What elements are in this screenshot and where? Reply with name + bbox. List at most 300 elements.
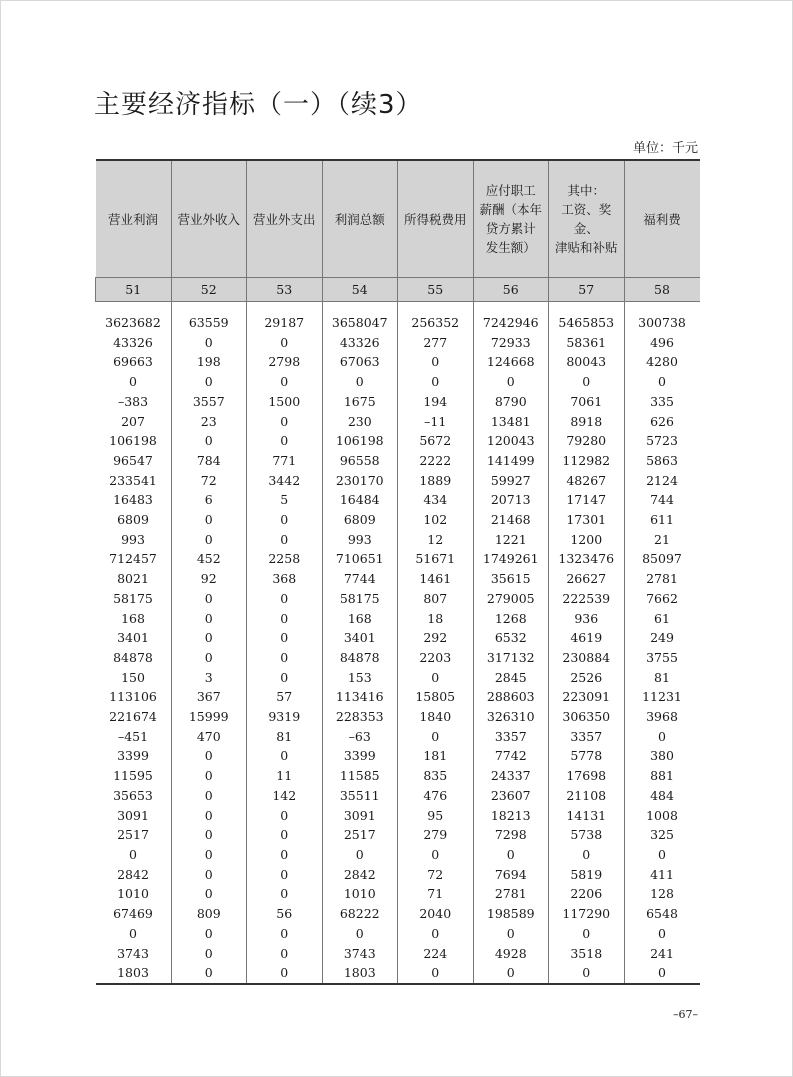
table-cell: 43326 — [322, 333, 398, 353]
table-cell: 72 — [171, 471, 247, 491]
column-number: 56 — [473, 278, 549, 302]
table-cell: 335 — [624, 392, 700, 412]
table-row — [96, 963, 700, 984]
table-cell: 0 — [398, 372, 474, 392]
table-cell: 3755 — [624, 648, 700, 668]
table-cell: 56 — [247, 904, 323, 924]
table-cell: 0 — [247, 963, 323, 984]
table-row — [96, 431, 700, 451]
table-cell: 96547 — [113, 452, 153, 468]
table-cell: 29187 — [247, 313, 323, 333]
table-cell: 256352 — [398, 313, 474, 333]
table-cell: 881 — [624, 766, 700, 786]
table-row — [96, 687, 700, 707]
table-cell: 223091 — [549, 687, 625, 707]
table-cell: 24337 — [473, 766, 549, 786]
table-cell: 0 — [171, 510, 247, 530]
table-row — [96, 609, 700, 629]
table-cell: 194 — [398, 392, 474, 412]
table-cell: 0 — [398, 845, 474, 865]
table-cell: 0 — [549, 963, 625, 984]
table-cell: 153 — [322, 668, 398, 688]
column-header: 营业外支出 — [247, 160, 323, 278]
table-cell: 0 — [171, 530, 247, 550]
table-cell: 16484 — [322, 490, 398, 510]
table-cell: 15805 — [398, 687, 474, 707]
table-cell: 0 — [247, 884, 323, 904]
table-cell: 1010 — [117, 886, 149, 902]
table-cell: 744 — [624, 490, 700, 510]
table-cell: 84878 — [322, 648, 398, 668]
table-cell: 0 — [473, 372, 549, 392]
table-cell: 72 — [398, 865, 474, 885]
table-cell: 95 — [398, 806, 474, 826]
table-cell: 0 — [322, 924, 398, 944]
table-cell: 5778 — [549, 746, 625, 766]
table-cell: 2845 — [473, 668, 549, 688]
table-cell: 0 — [624, 372, 700, 392]
table-cell: 150 — [121, 669, 145, 685]
table-cell: 2206 — [549, 884, 625, 904]
table-cell: 936 — [549, 609, 625, 629]
table-cell: 18 — [398, 609, 474, 629]
table-cell: 230170 — [322, 471, 398, 491]
table-cell: 63559 — [171, 313, 247, 333]
table-row — [96, 333, 700, 353]
table-row — [96, 313, 700, 333]
table-cell: 288603 — [473, 687, 549, 707]
table-cell: 3357 — [549, 727, 625, 747]
table-cell: 0 — [247, 372, 323, 392]
table-cell: 15999 — [171, 707, 247, 727]
table-cell: 0 — [624, 924, 700, 944]
table-cell: 67469 — [113, 906, 153, 922]
table-row — [96, 372, 700, 392]
table-cell: 771 — [247, 451, 323, 471]
table-cell: 3401 — [117, 630, 149, 646]
table-cell: 3658047 — [322, 313, 398, 333]
table-cell: 7298 — [473, 825, 549, 845]
table-cell: 710651 — [322, 549, 398, 569]
table-cell: 12 — [398, 530, 474, 550]
table-cell: 3091 — [117, 807, 149, 823]
table-cell: 279005 — [473, 589, 549, 609]
table-cell: 0 — [473, 845, 549, 865]
table-cell: 0 — [549, 924, 625, 944]
table-cell: 1200 — [549, 530, 625, 550]
table-cell: 13481 — [473, 412, 549, 432]
table-cell: 0 — [322, 845, 398, 865]
table-cell: 367 — [171, 687, 247, 707]
table-cell: 198 — [171, 352, 247, 372]
column-number: 53 — [247, 278, 323, 302]
table-cell: 71 — [398, 884, 474, 904]
table-cell: 222539 — [549, 589, 625, 609]
table-cell: 380 — [624, 746, 700, 766]
table-cell: 0 — [171, 609, 247, 629]
table-row — [96, 786, 700, 806]
table-cell: 0 — [171, 628, 247, 648]
table-cell: 993 — [121, 531, 145, 547]
table-cell: –383 — [117, 393, 149, 409]
table-cell: 18213 — [473, 806, 549, 826]
table-row — [96, 530, 700, 550]
table-cell: 809 — [171, 904, 247, 924]
table-cell: 61 — [624, 609, 700, 629]
table-cell: 277 — [398, 333, 474, 353]
page-number: –67– — [673, 1008, 698, 1021]
table-cell: 8918 — [549, 412, 625, 432]
column-number: 52 — [171, 278, 247, 302]
table-cell: 317132 — [473, 648, 549, 668]
table-cell: 23607 — [473, 786, 549, 806]
table-cell: 496 — [624, 333, 700, 353]
table-cell: 11585 — [322, 766, 398, 786]
table-cell: 611 — [624, 510, 700, 530]
table-cell: 326310 — [473, 707, 549, 727]
table-cell: 7061 — [549, 392, 625, 412]
table-cell: 9319 — [247, 707, 323, 727]
table-cell: 4280 — [624, 352, 700, 372]
header-row — [96, 160, 700, 278]
unit-label: 单位：千元 — [632, 141, 698, 156]
table-cell: 0 — [247, 746, 323, 766]
table-cell: 23 — [171, 412, 247, 432]
table-cell: 221674 — [109, 709, 157, 725]
table-header — [96, 160, 700, 302]
table-cell: 0 — [129, 374, 137, 390]
table-cell: 230884 — [549, 648, 625, 668]
table-row — [96, 884, 700, 904]
table-cell: 452 — [171, 549, 247, 569]
table-cell: 2842 — [117, 866, 149, 882]
table-cell: 8790 — [473, 392, 549, 412]
table-cell: 5465853 — [549, 313, 625, 333]
table-cell: 476 — [398, 786, 474, 806]
table-row — [96, 648, 700, 668]
table-cell: 0 — [247, 806, 323, 826]
table-row — [96, 490, 700, 510]
table-cell: 0 — [171, 825, 247, 845]
table-cell: 2517 — [322, 825, 398, 845]
table-row — [96, 628, 700, 648]
table-cell: 0 — [171, 372, 247, 392]
table-cell: 120043 — [473, 431, 549, 451]
table-cell: 712457 — [109, 551, 157, 567]
table-cell: 0 — [171, 746, 247, 766]
table-cell: 0 — [624, 963, 700, 984]
table-cell: 8021 — [117, 571, 149, 587]
table-cell: 1889 — [398, 471, 474, 491]
table-cell: 224 — [398, 944, 474, 964]
table-cell: 51671 — [398, 549, 474, 569]
table-row — [96, 392, 700, 412]
table-cell: 5819 — [549, 865, 625, 885]
table-cell: 6532 — [473, 628, 549, 648]
table-cell: 7694 — [473, 865, 549, 885]
table-cell: 0 — [129, 925, 137, 941]
table-cell: 1010 — [322, 884, 398, 904]
column-header: 营业外收入 — [171, 160, 247, 278]
table-cell: 2124 — [624, 471, 700, 491]
table-cell: 0 — [171, 333, 247, 353]
table-cell: 17698 — [549, 766, 625, 786]
table-cell: 207 — [121, 413, 145, 429]
table-cell: 2781 — [624, 569, 700, 589]
column-header: 营业利润 — [96, 160, 172, 278]
table-cell: 4619 — [549, 628, 625, 648]
table-cell: 106198 — [109, 433, 157, 449]
table-cell: 2203 — [398, 648, 474, 668]
table-cell: 1461 — [398, 569, 474, 589]
table-cell: 68222 — [322, 904, 398, 924]
table-cell: 35615 — [473, 569, 549, 589]
table-cell: 102 — [398, 510, 474, 530]
table-cell: 17147 — [549, 490, 625, 510]
table-cell: 3743 — [117, 945, 149, 961]
table-cell: 470 — [171, 727, 247, 747]
table-cell: 0 — [322, 372, 398, 392]
table-cell: 230 — [322, 412, 398, 432]
table-cell: 58175 — [322, 589, 398, 609]
table-cell: 0 — [247, 628, 323, 648]
table-cell: 3357 — [473, 727, 549, 747]
table-cell: 0 — [247, 825, 323, 845]
table-row — [96, 510, 700, 530]
table-cell: 58361 — [549, 333, 625, 353]
table-cell: 1840 — [398, 707, 474, 727]
column-header: 利润总额 — [322, 160, 398, 278]
table-cell: 3401 — [322, 628, 398, 648]
table-row — [96, 451, 700, 471]
table-cell: 0 — [398, 352, 474, 372]
table-cell: 0 — [398, 963, 474, 984]
table-cell: 96558 — [322, 451, 398, 471]
column-number: 58 — [624, 278, 700, 302]
table-cell: –11 — [398, 412, 474, 432]
table-cell: 2526 — [549, 668, 625, 688]
table-cell: 21 — [624, 530, 700, 550]
column-number: 57 — [549, 278, 625, 302]
table-row — [96, 471, 700, 491]
table-cell: 1803 — [96, 963, 172, 984]
column-number: 55 — [398, 278, 474, 302]
table-cell: 2258 — [247, 549, 323, 569]
table-cell: 6 — [171, 490, 247, 510]
column-header: 福利费 — [624, 160, 700, 278]
table-cell: 113416 — [322, 687, 398, 707]
table-cell: 124668 — [473, 352, 549, 372]
table-cell: 0 — [473, 963, 549, 984]
table-cell: 35511 — [322, 786, 398, 806]
table-cell: 35653 — [113, 787, 153, 803]
table-row — [96, 924, 700, 944]
table-row — [96, 746, 700, 766]
table-cell: 0 — [398, 727, 474, 747]
table-cell: 3399 — [322, 746, 398, 766]
table-cell: 16483 — [113, 492, 153, 508]
table-cell: 20713 — [473, 490, 549, 510]
table-cell: 0 — [171, 589, 247, 609]
table-cell: 5723 — [624, 431, 700, 451]
table-cell: 5672 — [398, 431, 474, 451]
table-cell: 1803 — [322, 963, 398, 984]
table-cell: 1008 — [624, 806, 700, 826]
column-number: 54 — [322, 278, 398, 302]
table-cell: 0 — [171, 845, 247, 865]
table-row — [96, 589, 700, 609]
table-cell: 306350 — [549, 707, 625, 727]
table-cell: 0 — [171, 648, 247, 668]
table-cell: 43326 — [113, 334, 153, 350]
table-cell: 117290 — [549, 904, 625, 924]
table-cell: 0 — [624, 727, 700, 747]
table-row — [96, 569, 700, 589]
table-cell: 0 — [247, 924, 323, 944]
table-cell: 0 — [247, 412, 323, 432]
table-cell: 279 — [398, 825, 474, 845]
table-cell: 6548 — [624, 904, 700, 924]
table-cell: 325 — [624, 825, 700, 845]
column-header: 应付职工 薪酬（本年 贷方累计 发生额） — [473, 160, 549, 278]
table-cell: 72933 — [473, 333, 549, 353]
table-row — [96, 727, 700, 747]
table-cell: 67063 — [322, 352, 398, 372]
table-cell: 142 — [247, 786, 323, 806]
table-cell: 1500 — [247, 392, 323, 412]
table-cell: 0 — [398, 668, 474, 688]
table-cell: 233541 — [109, 472, 157, 488]
table-cell: 81 — [624, 668, 700, 688]
table-cell: 5863 — [624, 451, 700, 471]
table-cell: 626 — [624, 412, 700, 432]
table-cell: 2040 — [398, 904, 474, 924]
table-cell: 0 — [549, 372, 625, 392]
table-cell: 434 — [398, 490, 474, 510]
table-cell: 300738 — [624, 313, 700, 333]
spacer-row — [96, 302, 700, 314]
column-number: 51 — [96, 278, 172, 302]
table-cell: –63 — [322, 727, 398, 747]
table-cell: 3 — [171, 668, 247, 688]
table-cell: 112982 — [549, 451, 625, 471]
table-cell: 58175 — [113, 590, 153, 606]
table-cell: 0 — [171, 944, 247, 964]
table-cell: 368 — [247, 569, 323, 589]
table-row — [96, 668, 700, 688]
table-cell: 2781 — [473, 884, 549, 904]
table-row — [96, 549, 700, 569]
table-cell: 241 — [624, 944, 700, 964]
table-cell: 84878 — [113, 649, 153, 665]
table-cell: 106198 — [322, 431, 398, 451]
table-cell: 4928 — [473, 944, 549, 964]
table-cell: 198589 — [473, 904, 549, 924]
table-cell: 3399 — [117, 748, 149, 764]
table-cell: 5 — [247, 490, 323, 510]
table-cell: 26627 — [549, 569, 625, 589]
table-cell: 0 — [171, 884, 247, 904]
table-cell: 57 — [247, 687, 323, 707]
table-cell: 1749261 — [473, 549, 549, 569]
table-cell: 0 — [171, 806, 247, 826]
table-cell: 0 — [247, 431, 323, 451]
table-cell: 807 — [398, 589, 474, 609]
column-header: 所得税费用 — [398, 160, 474, 278]
table-cell: 1323476 — [549, 549, 625, 569]
table-cell: 0 — [247, 589, 323, 609]
table-cell: 0 — [171, 786, 247, 806]
table-row — [96, 845, 700, 865]
table-cell: 3968 — [624, 707, 700, 727]
table-cell: 6809 — [322, 510, 398, 530]
table-cell: 0 — [247, 865, 323, 885]
table-cell: 0 — [171, 924, 247, 944]
table-cell: 5738 — [549, 825, 625, 845]
table-cell: 835 — [398, 766, 474, 786]
table-cell: 85097 — [624, 549, 700, 569]
indicators-table — [95, 159, 700, 985]
table-cell: 0 — [247, 668, 323, 688]
table-cell: 0 — [398, 924, 474, 944]
table-cell: 228353 — [322, 707, 398, 727]
table-cell: 0 — [247, 944, 323, 964]
table-cell: 0 — [171, 766, 247, 786]
table-cell: 484 — [624, 786, 700, 806]
table-cell: 7742 — [473, 746, 549, 766]
column-number-row — [96, 278, 700, 302]
table-cell: 0 — [624, 845, 700, 865]
table-cell: 2798 — [247, 352, 323, 372]
table-cell: 1675 — [322, 392, 398, 412]
table-row — [96, 825, 700, 845]
table-cell: 80043 — [549, 352, 625, 372]
table-cell: 21468 — [473, 510, 549, 530]
table-cell: 21108 — [549, 786, 625, 806]
table-cell: 3557 — [171, 392, 247, 412]
table-cell: 81 — [247, 727, 323, 747]
table-cell: 784 — [171, 451, 247, 471]
table-cell: 0 — [247, 845, 323, 865]
table-cell: 128 — [624, 884, 700, 904]
table-cell: 2842 — [322, 865, 398, 885]
table-cell: 0 — [549, 845, 625, 865]
table-cell: 3518 — [549, 944, 625, 964]
column-header: 其中： 工资、奖金、 津贴和补贴 — [549, 160, 625, 278]
table-cell: 0 — [247, 648, 323, 668]
table-cell: 6809 — [117, 512, 149, 528]
table-cell: 0 — [473, 924, 549, 944]
table-cell: 69663 — [113, 354, 153, 370]
table-cell: 3623682 — [105, 315, 161, 330]
table-cell: 14131 — [549, 806, 625, 826]
table-cell: 2222 — [398, 451, 474, 471]
table-cell: 0 — [171, 865, 247, 885]
table-cell: 7242946 — [473, 313, 549, 333]
table-cell: 1221 — [473, 530, 549, 550]
table-cell: 113106 — [109, 689, 157, 705]
table-cell: 0 — [247, 510, 323, 530]
table-row — [96, 806, 700, 826]
table-row — [96, 944, 700, 964]
table-cell: 79280 — [549, 431, 625, 451]
table-cell: 2517 — [117, 827, 149, 843]
table-cell: 11231 — [624, 687, 700, 707]
table-cell: 0 — [129, 846, 137, 862]
table-row — [96, 904, 700, 924]
table-cell: 7744 — [322, 569, 398, 589]
table-cell: –451 — [117, 728, 149, 744]
